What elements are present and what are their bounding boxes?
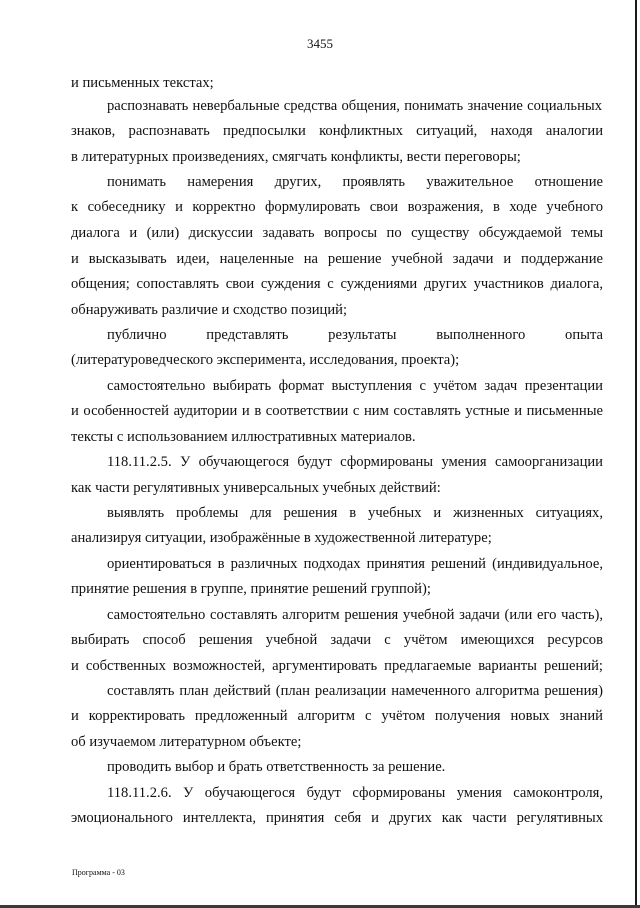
text-line: распознавать невербальные средства общения, понимать значение социальных	[107, 98, 602, 114]
text-line: 118.11.2.5. У обучающегося будут сформированы умения самоорганизации	[107, 454, 603, 470]
text-line: знаков, распознавать предпосылки конфликтных ситуаций, находя аналогии	[71, 123, 603, 139]
text-line: публично представлять результаты выполненного опыта	[107, 327, 603, 343]
page-edge-right	[635, 0, 637, 908]
text-line: самостоятельно составлять алгоритм решения учебной задачи (или его часть),	[107, 607, 603, 623]
text-line: принятие решения в группе, принятие решений группой);	[71, 581, 431, 597]
text-line: выбирать способ решения учебной задачи с учётом имеющихся ресурсов	[71, 632, 603, 648]
text-line: понимать намерения других, проявлять уважительное отношение	[107, 174, 603, 190]
text-line: ориентироваться в различных подходах принятия решений (индивидуальное,	[107, 556, 603, 572]
text-line: общения; сопоставлять свои суждения с суждениями других участников диалога,	[71, 276, 603, 292]
text-line: проводить выбор и брать ответственность за решение.	[107, 759, 446, 775]
page-number: 3455	[307, 36, 333, 51]
text-line: (литературоведческого эксперимента, исследования, проекта);	[71, 352, 460, 368]
text-line: тексты с использованием иллюстративных материалов.	[71, 429, 416, 445]
footer-program-label: Программа - 03	[72, 868, 125, 877]
text-line: и корректировать предложенный алгоритм с учётом получения новых знаний	[71, 708, 603, 724]
text-line: составлять план действий (план реализации намеченного алгоритма решения)	[107, 683, 603, 699]
text-line: как части регулятивных универсальных учебных действий:	[71, 480, 441, 496]
text-line: анализируя ситуации, изображённые в художественной литературе;	[71, 530, 492, 546]
text-line: в литературных произведениях, смягчать конфликты, вести переговоры;	[71, 149, 521, 165]
text-line: выявлять проблемы для решения в учебных и жизненных ситуациях,	[107, 505, 603, 521]
text-line: самостоятельно выбирать формат выступления с учётом задач презентации	[107, 378, 603, 394]
text-line: обнаруживать различие и сходство позиций;	[71, 302, 348, 318]
text-line: и особенностей аудитории и в соответствии с ним составлять устные и письменные	[71, 403, 603, 419]
text-line: 118.11.2.6. У обучающегося будут сформированы умения самоконтроля,	[107, 785, 603, 801]
text-line: и собственных возможностей, аргументировать предлагаемые варианты решений;	[71, 658, 603, 674]
text-line: диалога и (или) дискуссии задавать вопросы по существу обсуждаемой темы	[71, 225, 603, 241]
text-line: об изучаемом литературном объекте;	[71, 734, 302, 750]
text-line: к собеседнику и корректно формулировать свои возражения, в ходе учебного	[71, 199, 603, 215]
text-line: и высказывать идеи, нацеленные на решение учебной задачи и поддержание	[71, 251, 603, 267]
text-line: и письменных текстах;	[71, 75, 214, 91]
text-line: эмоционального интеллекта, принятия себя и других как части регулятивных	[71, 810, 603, 826]
